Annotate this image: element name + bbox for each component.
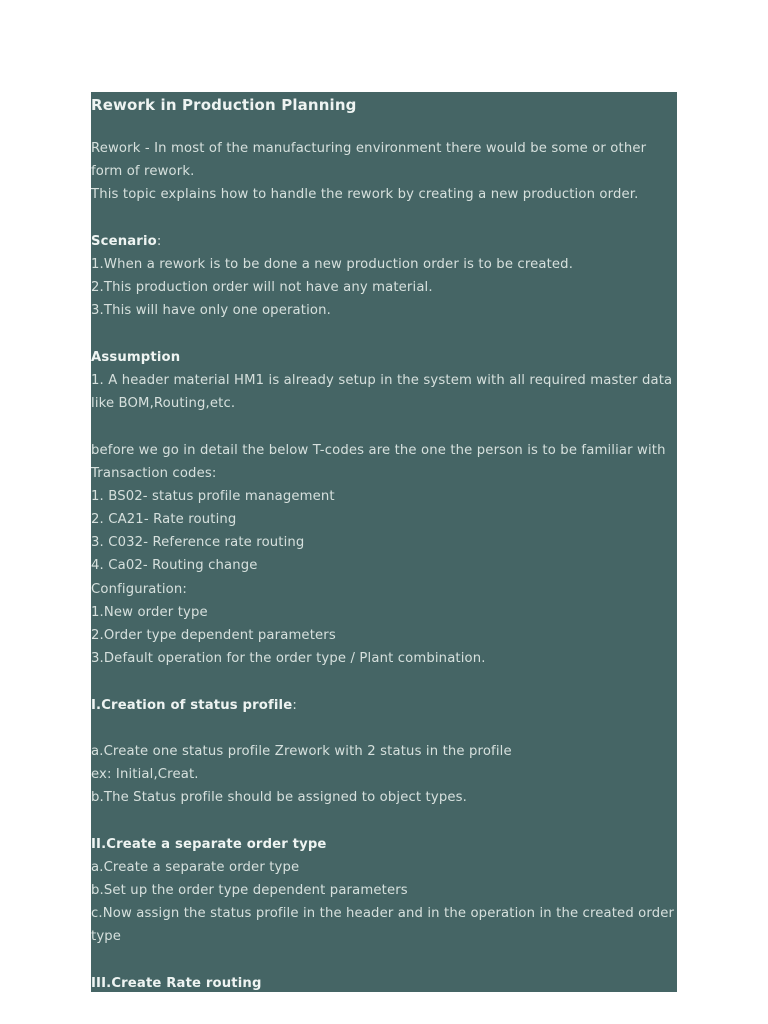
- scenario-item: 2.This production order will not have any material.: [91, 280, 433, 296]
- section2-item: b.Set up the order type dependent parameters: [91, 883, 408, 899]
- scenario-item: 1.When a rework is to be done a new production order is to be created.: [91, 256, 574, 272]
- scenario-heading: Scenario: [91, 233, 157, 249]
- intro-paragraph: Rework - In most of the manufacturing environment there would be some or other form of rework.: [91, 141, 647, 180]
- section1-item: ex: Initial,Creat.: [91, 767, 199, 783]
- tcode-item: 4. Ca02- Routing change: [91, 558, 258, 574]
- section1-heading-row: I.Creation of status profile:: [91, 697, 297, 713]
- intro-paragraph-2: This topic explains how to handle the rework by creating a new production order.: [91, 187, 639, 203]
- section2-item: a.Create a separate order type: [91, 859, 300, 875]
- scenario-heading-row: Scenario:: [91, 233, 162, 249]
- configuration-item: 1.New order type: [91, 604, 208, 620]
- assumption-item: 1. A header material HM1 is already setup in the system with all required master data like BOM,Routing,etc.: [91, 372, 673, 412]
- tcode-item: 2. CA21- Rate routing: [91, 512, 237, 528]
- section2-heading: II.Create a separate order type: [91, 836, 327, 852]
- document-content: [91, 92, 677, 992]
- section1-item: a.Create one status profile Zrework with 2 status in the profile: [91, 743, 512, 759]
- assumption-heading: Assumption: [91, 349, 181, 365]
- document-title: Rework in Production Planning: [91, 96, 357, 114]
- scenario-item: 3.This will have only one operation.: [91, 303, 331, 319]
- configuration-heading: Configuration:: [91, 581, 187, 597]
- section1-item: b.The Status profile should be assigned to object types.: [91, 790, 467, 806]
- tcodes-heading: Transaction codes:: [91, 465, 217, 481]
- configuration-item: 3.Default operation for the order type / Plant combination.: [91, 651, 486, 667]
- section2-item: c.Now assign the status profile in the header and in the operation in the created order type: [91, 906, 675, 945]
- tcodes-intro: before we go in detail the below T-codes are the one the person is to be familiar with: [91, 442, 666, 458]
- section3-heading: III.Create Rate routing: [91, 975, 262, 991]
- configuration-item: 2.Order type dependent parameters: [91, 628, 336, 643]
- section1-heading: I.Creation of status profile: [91, 697, 293, 713]
- tcode-item: 1. BS02- status profile management: [91, 488, 335, 504]
- tcode-item: 3. C032- Reference rate routing: [91, 535, 305, 551]
